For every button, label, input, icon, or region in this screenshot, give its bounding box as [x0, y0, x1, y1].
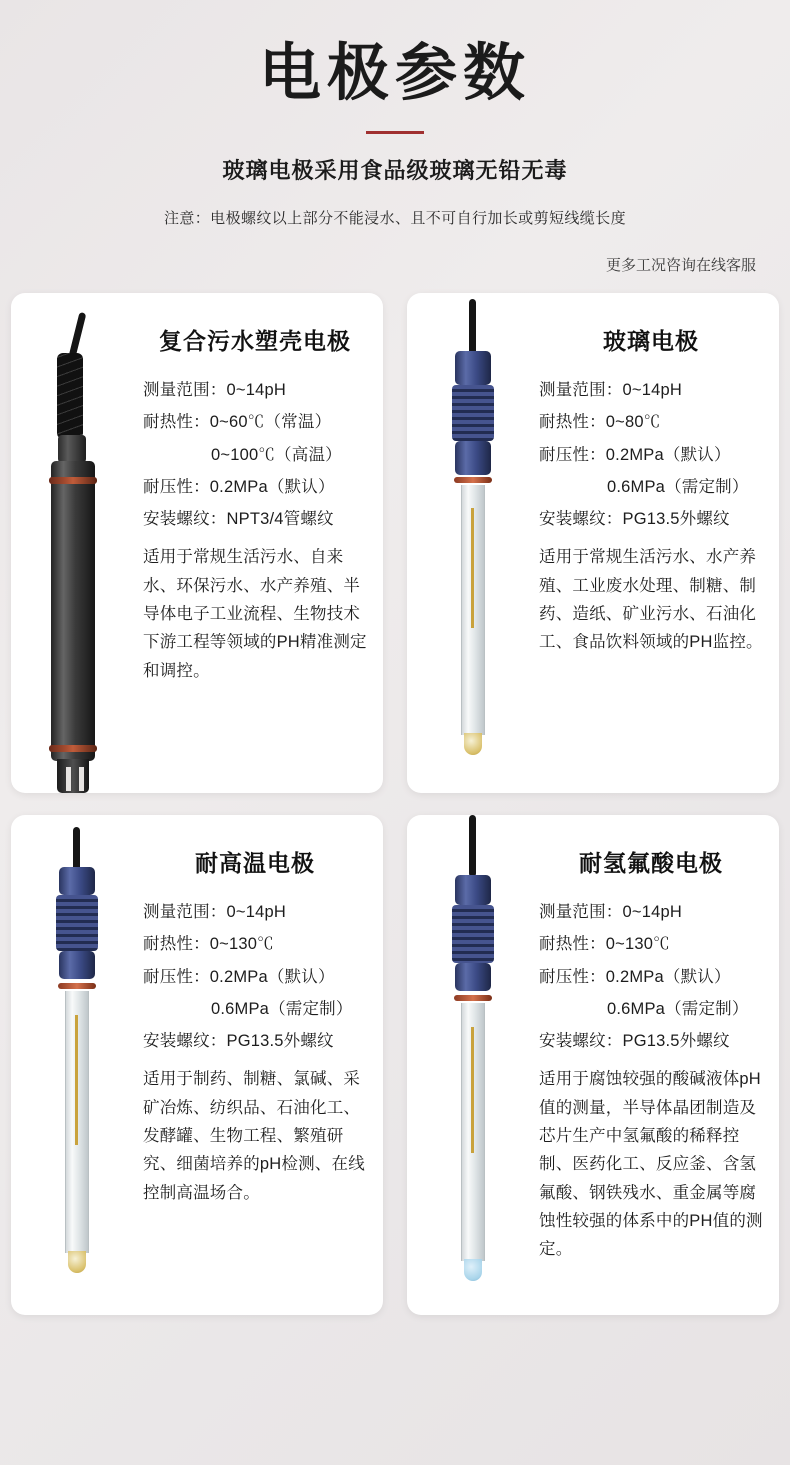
- product-card[interactable]: [407, 293, 779, 793]
- product-card[interactable]: [11, 815, 383, 1315]
- spec-line: 0.6MPa（需定制）: [211, 999, 353, 1018]
- spec-line: 耐热性：0~130℃: [539, 935, 670, 954]
- service-hint: 更多工况咨询在线客服: [605, 257, 756, 275]
- notice-text: 注意：电极螺纹以上部分不能浸水、且不可自行加长或剪短线缆长度: [163, 210, 626, 228]
- card-title: 耐氢氟酸电极: [579, 850, 723, 877]
- card-title: 玻璃电极: [603, 328, 699, 355]
- spec-line: 测量范围：0~14pH: [539, 903, 682, 922]
- probe-image-plastic-black: [11, 293, 139, 793]
- spec-line: 安装螺纹：PG13.5外螺纹: [539, 1031, 730, 1050]
- spec-line: 测量范围：0~14pH: [539, 381, 682, 400]
- page-title: 电极参数: [258, 39, 531, 108]
- spec-line: 耐热性：0~130℃: [143, 935, 274, 954]
- spec-line: 耐热性：0~80℃: [539, 413, 661, 432]
- spec-line: 耐压性：0.2MPa（默认）: [143, 477, 335, 496]
- product-card-grid: [0, 293, 790, 1315]
- product-card[interactable]: [11, 293, 383, 793]
- card-title: 复合污水塑壳电极: [159, 328, 351, 355]
- product-card[interactable]: [407, 815, 779, 1315]
- card-description: 适用于腐蚀较强的酸碱液体pH值的测量，半导体晶团制造及芯片生产中氢氟酸的稀释控制、医药化工、反应釜、含氢氟酸、钢铁残水、重金属等腐蚀性较强的体系中的PH值的测定。: [539, 1070, 763, 1259]
- spec-line: 耐压性：0.2MPa（默认）: [143, 967, 335, 986]
- probe-image-hf-resistant: [407, 815, 535, 1315]
- spec-line: 安装螺纹：PG13.5外螺纹: [539, 509, 730, 528]
- spec-line: 耐热性：0~60℃（常温）: [143, 413, 332, 432]
- card-description: 适用于制药、制糖、氯碱、采矿冶炼、纺织品、石油化工、发酵罐、生物工程、繁殖研究、细菌培养的pH检测、在线控制高温场合。: [143, 1070, 365, 1202]
- page-subtitle: 玻璃电极采用食品级玻璃无铅无毒: [222, 158, 568, 184]
- spec-line: 0~100℃（高温）: [211, 445, 342, 464]
- spec-line: 0.6MPa（需定制）: [607, 477, 749, 496]
- spec-line: 耐压性：0.2MPa（默认）: [539, 967, 731, 986]
- page-header: [0, 0, 790, 228]
- spec-line: 安装螺纹：NPT3/4管螺纹: [143, 509, 334, 528]
- title-divider: [366, 131, 424, 134]
- spec-line: 耐压性：0.2MPa（默认）: [539, 445, 731, 464]
- spec-line: 测量范围：0~14pH: [143, 903, 286, 922]
- card-description: 适用于常规生活污水、水产养殖、工业废水处理、制糖、制药、造纸、矿业污水、石油化工、食品饮料领域的PH监控。: [539, 548, 763, 652]
- spec-line: 0.6MPa（需定制）: [607, 999, 749, 1018]
- probe-image-glass: [407, 293, 535, 793]
- card-title: 耐高温电极: [195, 850, 315, 877]
- card-description: 适用于常规生活污水、自来水、环保污水、水产养殖、半导体电子工业流程、生物技术下游工程等领域的PH精准测定和调控。: [143, 548, 367, 680]
- probe-image-high-temp: [11, 815, 139, 1315]
- spec-line: 安装螺纹：PG13.5外螺纹: [143, 1031, 334, 1050]
- spec-line: 测量范围：0~14pH: [143, 381, 286, 400]
